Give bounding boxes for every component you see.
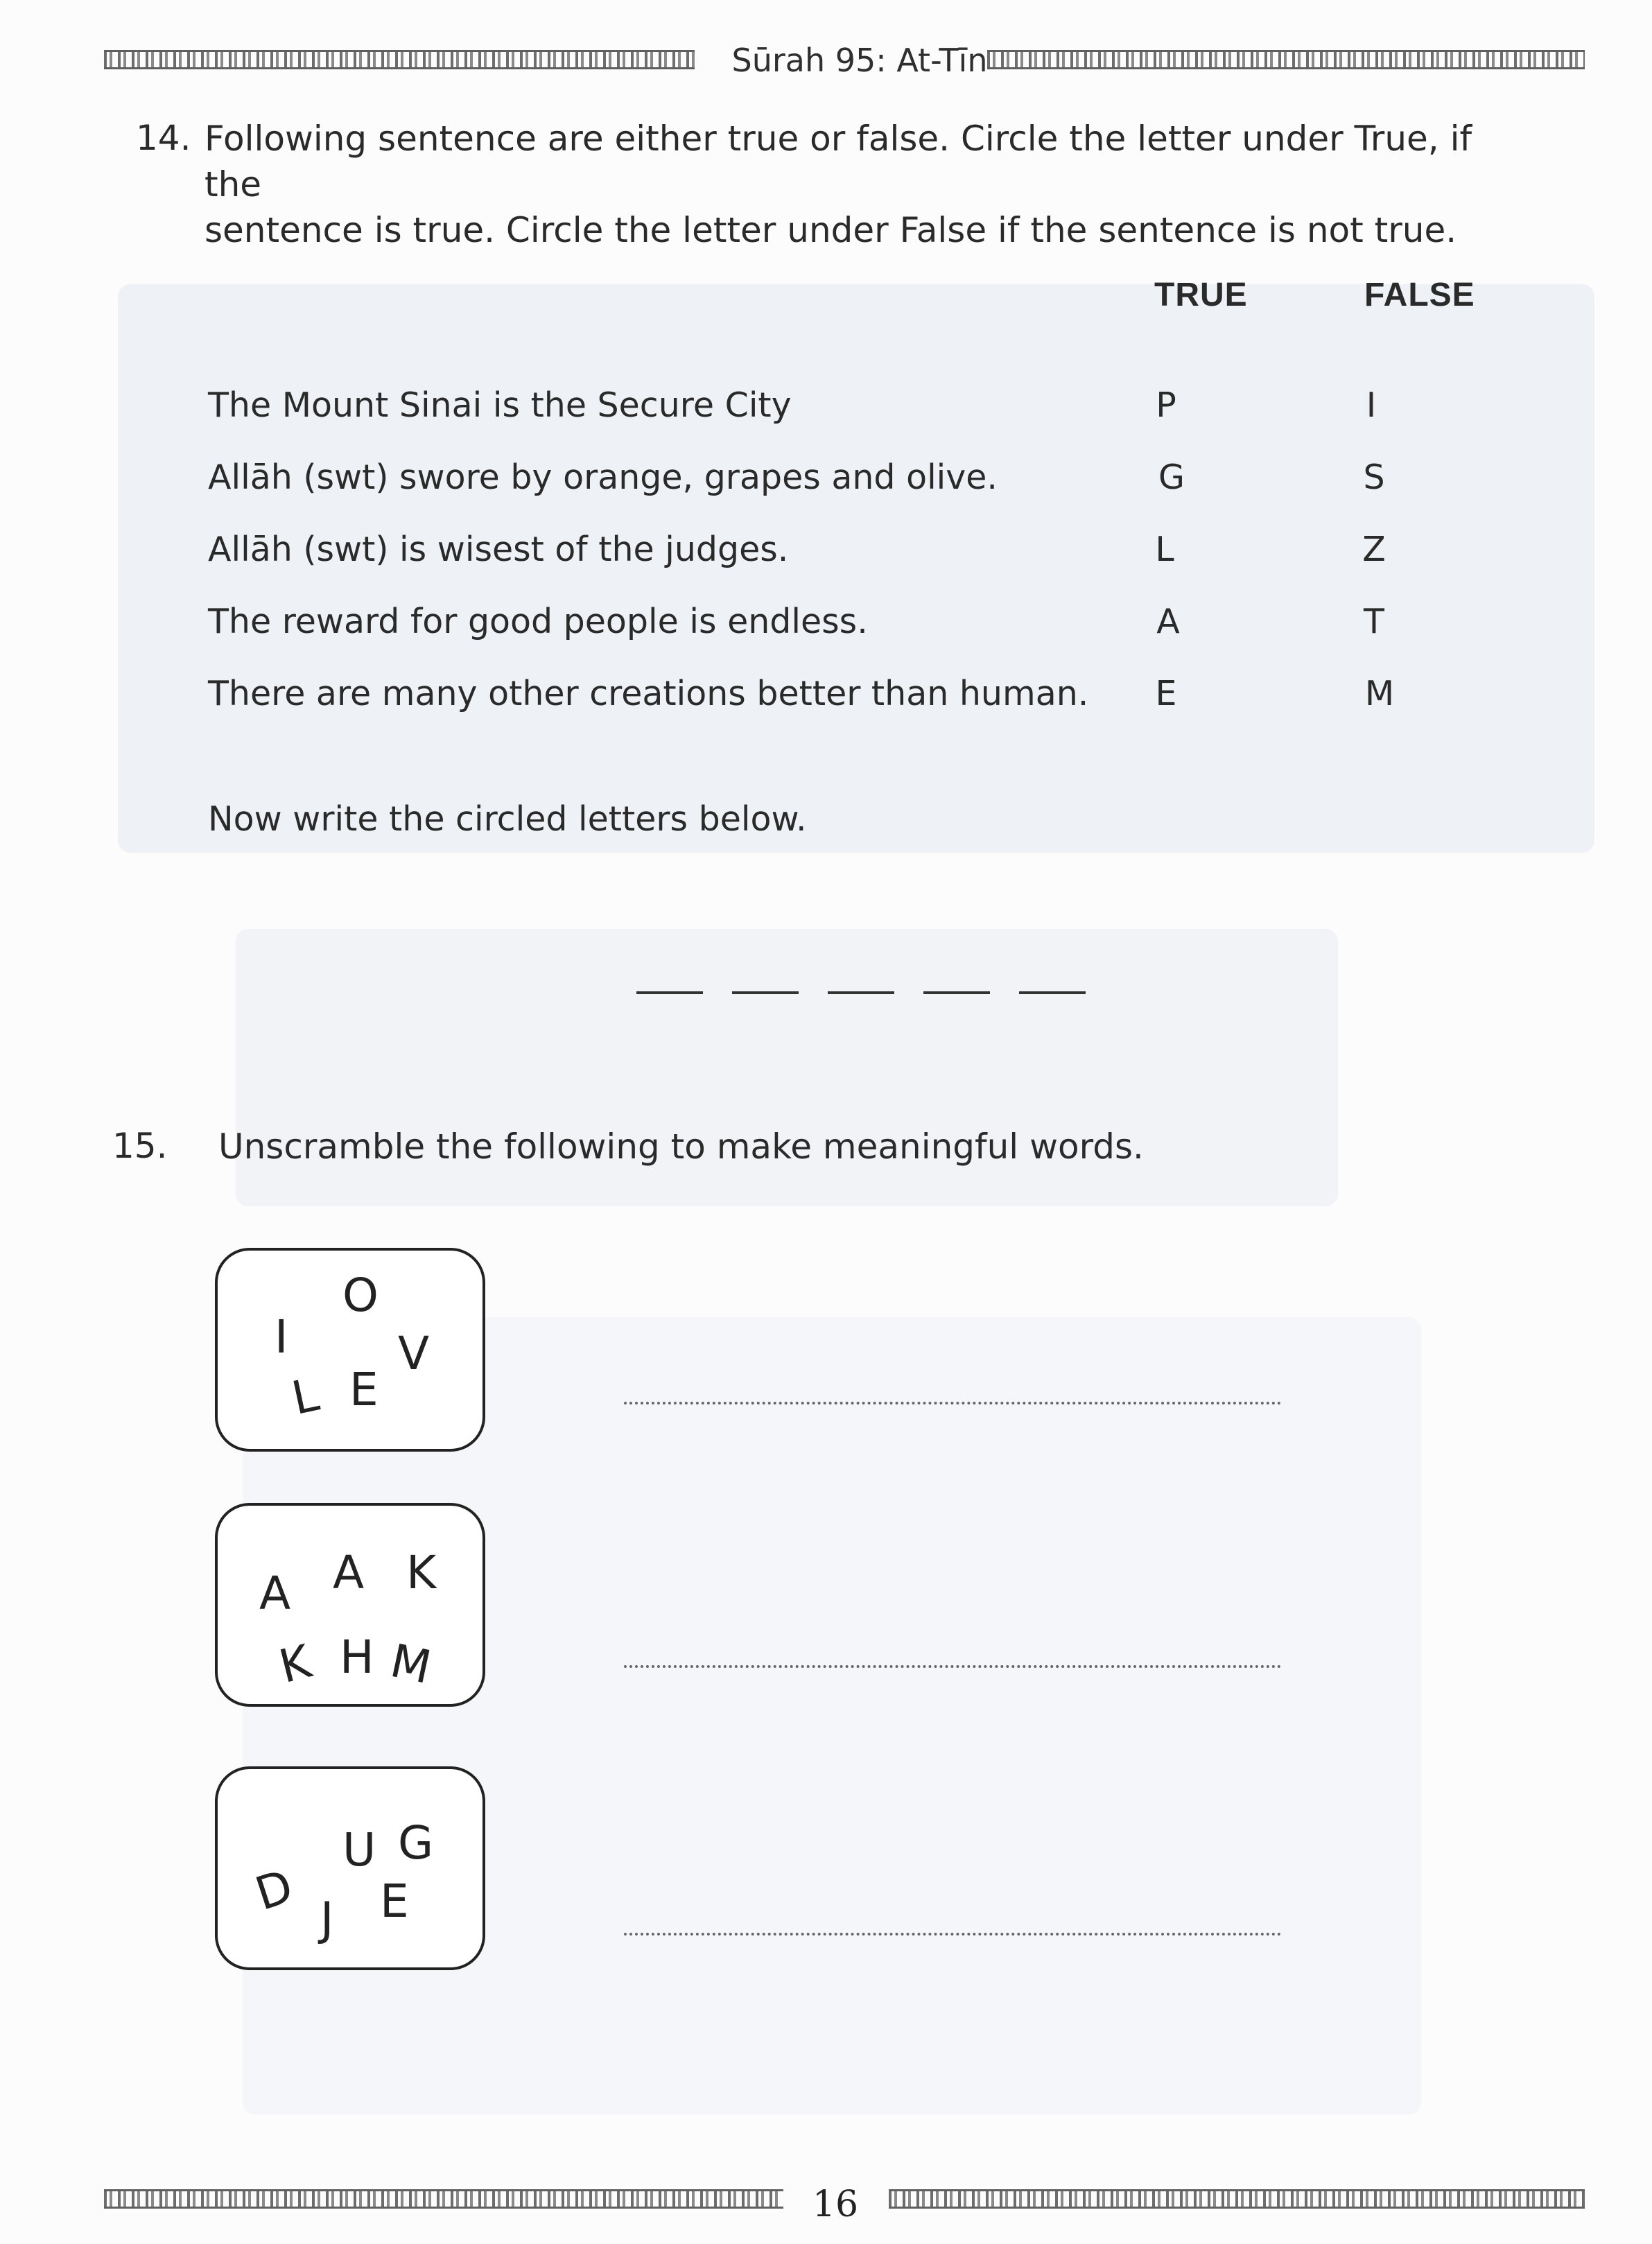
answer-blank[interactable] <box>636 991 703 994</box>
scrambled-letters-tile-2 <box>215 1503 485 1707</box>
statement-row-5: There are many other creations better than human. <box>208 674 1089 713</box>
answer-blank[interactable] <box>1019 991 1086 994</box>
answer-blank[interactable] <box>732 991 799 994</box>
tile-letter: L <box>287 1368 324 1425</box>
false-letter-2[interactable]: S <box>1363 458 1385 497</box>
tile-letter: J <box>320 1893 334 1946</box>
false-letter-3[interactable]: Z <box>1362 530 1386 569</box>
question-15-instructions: Unscramble the following to make meaningful words. <box>218 1127 1144 1167</box>
question-14-number: 14. <box>136 118 191 158</box>
tile-letter: K <box>406 1546 437 1599</box>
page-number: 16 <box>812 2184 859 2225</box>
false-letter-4[interactable]: T <box>1364 602 1384 641</box>
column-header-true: TRUE <box>1154 277 1248 313</box>
question-14-instructions <box>205 116 1522 253</box>
answer-line-3[interactable] <box>624 1933 1281 1936</box>
tile-letter: V <box>398 1327 430 1380</box>
tile-letter: E <box>349 1363 379 1416</box>
header-ornament-right <box>987 50 1585 69</box>
tile-letter: M <box>385 1633 436 1695</box>
statement-row-2: Allāh (swt) swore by orange, grapes and olive. <box>208 458 998 497</box>
footer-ornament-left <box>104 2189 783 2209</box>
write-circled-letters-prompt: Now write the circled letters below. <box>208 799 807 839</box>
true-letter-2[interactable]: G <box>1158 458 1185 497</box>
statement-row-4: The reward for good people is endless. <box>208 602 868 641</box>
question-15-number: 15. <box>112 1126 168 1166</box>
false-letter-5[interactable]: M <box>1364 674 1395 713</box>
tile-letter: U <box>342 1823 376 1877</box>
page-header-title: Sūrah 95: At-Tīn <box>731 42 988 79</box>
answer-line-1[interactable] <box>624 1402 1281 1404</box>
answer-blank[interactable] <box>923 991 990 994</box>
tile-letter: G <box>398 1816 434 1870</box>
instructions-line: sentence is true. Circle the letter under False if the sentence is not true. <box>205 210 1457 250</box>
header-ornament-left <box>104 50 695 69</box>
tile-letter: K <box>274 1634 316 1694</box>
tile-letter: A <box>259 1567 291 1620</box>
tile-letter: E <box>380 1875 409 1928</box>
scrambled-letters-tile-3 <box>215 1766 485 1970</box>
tile-letter: A <box>333 1546 365 1599</box>
false-letter-1[interactable]: I <box>1366 385 1377 425</box>
true-letter-4[interactable]: A <box>1156 602 1180 641</box>
statement-row-3: Allāh (swt) is wisest of the judges. <box>208 530 789 569</box>
tile-letter: D <box>249 1859 299 1921</box>
column-header-false: FALSE <box>1364 277 1475 313</box>
true-letter-5[interactable]: E <box>1155 674 1177 713</box>
tile-letter: H <box>340 1630 374 1684</box>
answer-blank[interactable] <box>828 991 894 994</box>
true-letter-1[interactable]: P <box>1156 385 1176 425</box>
scrambled-letters-tile-1 <box>215 1248 485 1452</box>
tile-letter: I <box>275 1310 288 1364</box>
tile-letter: O <box>342 1269 379 1322</box>
statement-row-1: The Mount Sinai is the Secure City <box>208 385 792 425</box>
instructions-line: Following sentence are either true or false. Circle the letter under True, if the <box>205 119 1472 205</box>
answer-line-2[interactable] <box>624 1665 1281 1668</box>
footer-ornament-right <box>889 2189 1585 2209</box>
true-letter-3[interactable]: L <box>1155 530 1174 569</box>
